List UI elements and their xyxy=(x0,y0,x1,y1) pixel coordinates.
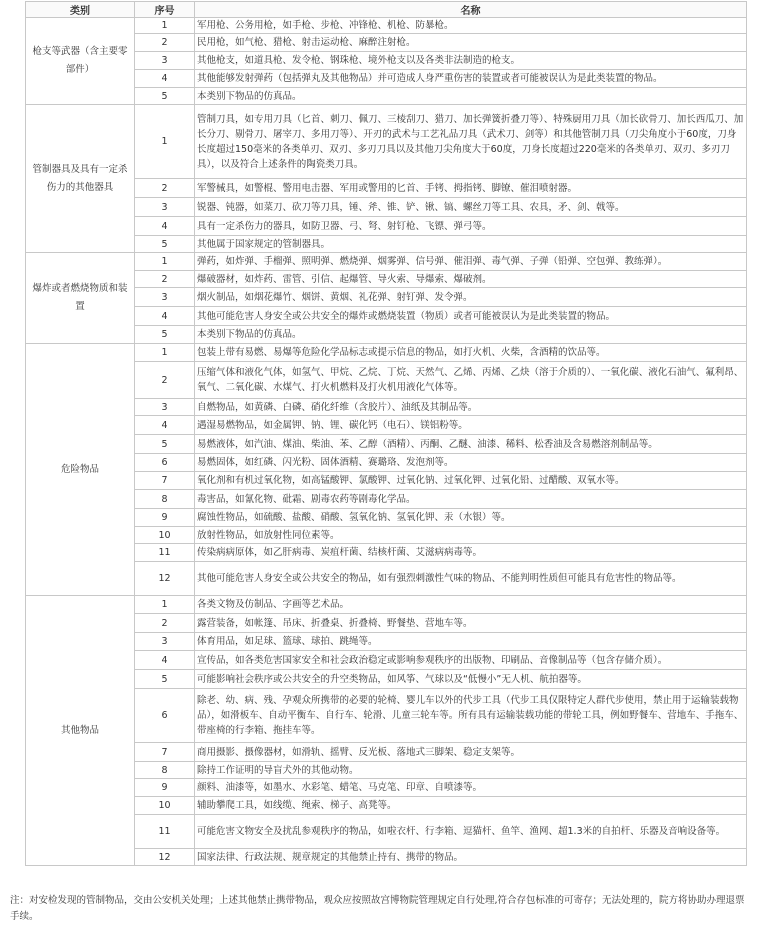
table-row xyxy=(26,633,747,651)
header-index: 序号 xyxy=(135,2,195,18)
table-row xyxy=(26,779,747,797)
item-index-cell: 3 xyxy=(135,198,195,217)
table-row xyxy=(26,614,747,633)
table-row xyxy=(26,253,747,271)
table-row xyxy=(26,562,747,596)
table-row xyxy=(26,52,747,70)
item-name-cell: 国家法律、行政法规、规章规定的其他禁止持有、携带的物品。 xyxy=(195,849,747,866)
category-cell: 其他物品 xyxy=(26,596,135,866)
table-row xyxy=(26,344,747,362)
item-index-cell: 2 xyxy=(135,614,195,633)
header-name: 名称 xyxy=(195,2,747,18)
table-row xyxy=(26,399,747,416)
table-row xyxy=(26,689,747,743)
item-index-cell: 3 xyxy=(135,399,195,416)
item-index-cell: 12 xyxy=(135,562,195,596)
header-category: 类别 xyxy=(26,2,135,18)
table-row xyxy=(26,18,747,34)
table-row xyxy=(26,849,747,866)
item-name-cell: 可能危害文物安全及扰乱参观秩序的物品，如啦衣杆、行李箱、逗猫杆、鱼竿、渔网、超1.3米的自拍杆、乐器及音响设备等。 xyxy=(195,815,747,849)
table-row xyxy=(26,490,747,509)
category-cell: 管制器具及具有一定杀伤力的其他器具 xyxy=(26,105,135,253)
item-name-cell: 本类别下物品的仿真品。 xyxy=(195,326,747,344)
item-index-cell: 1 xyxy=(135,253,195,271)
item-index-cell: 10 xyxy=(135,797,195,815)
table-row xyxy=(26,544,747,562)
item-index-cell: 5 xyxy=(135,236,195,253)
item-index-cell: 9 xyxy=(135,509,195,527)
item-name-cell: 宣传品，如各类危害国家安全和社会政治稳定或影响参观秩序的出版物、印刷品、音像制品等（包含存储介质）。 xyxy=(195,651,747,670)
item-name-cell: 腐蚀性物品，如硫酸、盐酸、硝酸、氢氧化钠、氢氧化钾、汞（水银）等。 xyxy=(195,509,747,527)
table-row xyxy=(26,797,747,815)
item-name-cell: 易燃液体，如汽油、煤油、柴油、苯、乙醇（酒精）、丙酮、乙醚、油漆、稀料、松香油及含易燃溶剂制品等。 xyxy=(195,435,747,454)
item-name-cell: 露营装备，如帐篷、吊床、折叠桌、折叠椅、野餐垫、营地车等。 xyxy=(195,614,747,633)
table-row xyxy=(26,454,747,472)
category-cell: 危险物品 xyxy=(26,344,135,596)
item-name-cell: 其他能够发射弹药（包括弹丸及其他物品）并可造成人身严重伤害的装置或者可能被误认为是此类装置的物品。 xyxy=(195,70,747,88)
table-row xyxy=(26,288,747,307)
item-index-cell: 3 xyxy=(135,633,195,651)
item-index-cell: 1 xyxy=(135,105,195,179)
item-index-cell: 7 xyxy=(135,743,195,762)
item-index-cell: 6 xyxy=(135,689,195,743)
table-row xyxy=(26,743,747,762)
item-index-cell: 5 xyxy=(135,435,195,454)
item-name-cell: 其他属于国家规定的管制器具。 xyxy=(195,236,747,253)
item-name-cell: 管制刀具，如专用刀具（匕首、刺刀、佩刀、三棱刮刀、猎刀、加长弹簧折叠刀等）、特殊厨用刀具（加长砍骨刀、加长西瓜刀、加长分刀、剔骨刀、屠宰刀、多用刀等）、开刃的武术与工艺礼品刀具（武术刀、剑等）和其他管制刀具（刀尖角度小于60度，刀身长度超过150毫米的各类单刃、双刃、多刃刀具以及其他刀尖角度大于60度，刀身长度超过220毫米的各类单刃、双刃、多刃刀具），以及符合上述条件的陶瓷类刀具。 xyxy=(195,105,747,179)
table-row xyxy=(26,88,747,105)
item-index-cell: 9 xyxy=(135,779,195,797)
item-index-cell: 4 xyxy=(135,70,195,88)
table-row xyxy=(26,179,747,198)
item-index-cell: 10 xyxy=(135,527,195,544)
item-name-cell: 压缩气体和液化气体，如氢气、甲烷、乙烷、丁烷、天然气、乙烯、丙烯、乙炔（溶于介质的）、一氧化碳、液化石油气、氟利昂、氧气、二氧化碳、水煤气、打火机燃料及打火机用液化气体等。 xyxy=(195,362,747,399)
item-name-cell: 弹药，如炸弹、手榴弹、照明弹、燃烧弹、烟雾弹、信号弹、催泪弹、毒气弹、子弹（铅弹、空包弹、教练弹）。 xyxy=(195,253,747,271)
table-row xyxy=(26,651,747,670)
prohibited-items-table xyxy=(25,1,747,866)
table-row xyxy=(26,416,747,435)
item-name-cell: 军警械具，如警棍、警用电击器、军用或警用的匕首、手铐、拇指铐、脚镣、催泪喷射器。 xyxy=(195,179,747,198)
item-index-cell: 1 xyxy=(135,344,195,362)
item-index-cell: 8 xyxy=(135,762,195,779)
table-row xyxy=(26,596,747,614)
item-index-cell: 4 xyxy=(135,416,195,435)
item-index-cell: 3 xyxy=(135,288,195,307)
item-name-cell: 除持工作证明的导盲犬外的其他动物。 xyxy=(195,762,747,779)
item-name-cell: 军用枪、公务用枪，如手枪、步枪、冲锋枪、机枪、防暴枪。 xyxy=(195,18,747,34)
category-cell: 爆炸或者燃烧物质和装置 xyxy=(26,253,135,344)
item-index-cell: 4 xyxy=(135,307,195,326)
item-name-cell: 传染病病原体，如乙肝病毒、炭疽杆菌、结核杆菌、艾滋病病毒等。 xyxy=(195,544,747,562)
item-index-cell: 6 xyxy=(135,454,195,472)
table-row xyxy=(26,70,747,88)
item-index-cell: 2 xyxy=(135,34,195,52)
footnote: 注：对安检发现的管制物品，交由公安机关处理；上述其他禁止携带物品，观众应按照故宫博物院管理规定自行处理,符合存包标准的可寄存；无法处理的，院方将协助办理退票手续。 xyxy=(10,895,745,922)
item-index-cell: 5 xyxy=(135,88,195,105)
item-index-cell: 11 xyxy=(135,544,195,562)
table-row xyxy=(26,236,747,253)
item-index-cell: 2 xyxy=(135,179,195,198)
table-row xyxy=(26,815,747,849)
item-index-cell: 4 xyxy=(135,651,195,670)
item-name-cell: 具有一定杀伤力的器具，如防卫器、弓、弩、射钉枪、飞镖、弹弓等。 xyxy=(195,217,747,236)
table-row xyxy=(26,217,747,236)
item-name-cell: 可能影响社会秩序或公共安全的升空类物品，如风筝、气球以及“低慢小”无人机、航拍器等。 xyxy=(195,670,747,689)
table-row xyxy=(26,527,747,544)
item-name-cell: 包装上带有易燃、易爆等危险化学品标志或提示信息的物品，如打火机、火柴，含酒精的饮品等。 xyxy=(195,344,747,362)
item-index-cell: 7 xyxy=(135,472,195,490)
table-row xyxy=(26,435,747,454)
item-name-cell: 自燃物品，如黄磷、白磷、硝化纤维（含胶片）、油纸及其制品等。 xyxy=(195,399,747,416)
item-name-cell: 民用枪，如气枪、猎枪、射击运动枪、麻醉注射枪。 xyxy=(195,34,747,52)
item-index-cell: 12 xyxy=(135,849,195,866)
table-row xyxy=(26,105,747,179)
item-name-cell: 放射性物品，如放射性同位素等。 xyxy=(195,527,747,544)
item-name-cell: 除老、幼、病、残、孕观众所携带的必要的轮椅、婴儿车以外的代步工具（代步工具仅限特定人群代步使用，禁止用于运输装载物品），如滑板车、自动平衡车、自行车、轮滑、儿童三轮车等。所有具有运输装载功能的带轮工具，例如野餐车、营地车、手拖车、带座椅的行李箱、拖挂车等。 xyxy=(195,689,747,743)
item-index-cell: 5 xyxy=(135,670,195,689)
item-index-cell: 4 xyxy=(135,217,195,236)
table-header-row xyxy=(26,2,747,18)
item-name-cell: 辅助攀爬工具，如线缆、绳索、梯子、高凳等。 xyxy=(195,797,747,815)
item-name-cell: 爆破器材，如炸药、雷管、引信、起爆管、导火索、导爆索、爆破剂。 xyxy=(195,271,747,288)
item-name-cell: 其他可能危害人身安全或公共安全的爆炸或燃烧装置（物质）或者可能被误认为是此类装置的物品。 xyxy=(195,307,747,326)
item-name-cell: 颜料、油漆等，如墨水、水彩笔、蜡笔、马克笔、印章、自喷漆等。 xyxy=(195,779,747,797)
table-row xyxy=(26,509,747,527)
table-row xyxy=(26,271,747,288)
item-index-cell: 2 xyxy=(135,362,195,399)
item-name-cell: 遇湿易燃物品，如金属钾、钠、锂、碳化钙（电石）、镁铝粉等。 xyxy=(195,416,747,435)
table-row xyxy=(26,34,747,52)
item-name-cell: 各类文物及仿制品、字画等艺术品。 xyxy=(195,596,747,614)
item-index-cell: 3 xyxy=(135,52,195,70)
item-name-cell: 易燃固体，如红磷、闪光粉、固体酒精、赛璐珞、发泡剂等。 xyxy=(195,454,747,472)
item-name-cell: 锐器、钝器，如菜刀、砍刀等刀具，锤、斧、锥、铲、锹、镐、螺丝刀等工具、农具，矛、剑、戟等。 xyxy=(195,198,747,217)
item-name-cell: 本类别下物品的仿真品。 xyxy=(195,88,747,105)
item-name-cell: 氧化剂和有机过氧化物，如高锰酸钾、氯酸钾、过氧化钠、过氧化钾、过氧化铅、过醋酸、双氧水等。 xyxy=(195,472,747,490)
item-name-cell: 体育用品，如足球、篮球、球拍、跳绳等。 xyxy=(195,633,747,651)
item-name-cell: 毒害品，如氰化物、砒霜、剧毒农药等剧毒化学品。 xyxy=(195,490,747,509)
item-index-cell: 8 xyxy=(135,490,195,509)
item-name-cell: 烟火制品，如烟花爆竹、烟饼、黄烟、礼花弹、射钉弹、发令弹。 xyxy=(195,288,747,307)
table-row xyxy=(26,670,747,689)
category-cell: 枪支等武器（含主要零部件） xyxy=(26,18,135,105)
item-index-cell: 1 xyxy=(135,18,195,34)
table-row xyxy=(26,198,747,217)
table-row xyxy=(26,362,747,399)
table-row xyxy=(26,472,747,490)
item-name-cell: 商用摄影、摄像器材，如滑轨、摇臂、反光板、落地式三脚架、稳定支架等。 xyxy=(195,743,747,762)
item-name-cell: 其他可能危害人身安全或公共安全的物品，如有强烈刺激性气味的物品、不能判明性质但可能具有危害性的物品等。 xyxy=(195,562,747,596)
item-index-cell: 2 xyxy=(135,271,195,288)
table-row xyxy=(26,326,747,344)
item-name-cell: 其他枪支，如道具枪、发令枪、钢珠枪、境外枪支以及各类非法制造的枪支。 xyxy=(195,52,747,70)
table-row xyxy=(26,762,747,779)
item-index-cell: 1 xyxy=(135,596,195,614)
item-index-cell: 11 xyxy=(135,815,195,849)
table-row xyxy=(26,307,747,326)
item-index-cell: 5 xyxy=(135,326,195,344)
